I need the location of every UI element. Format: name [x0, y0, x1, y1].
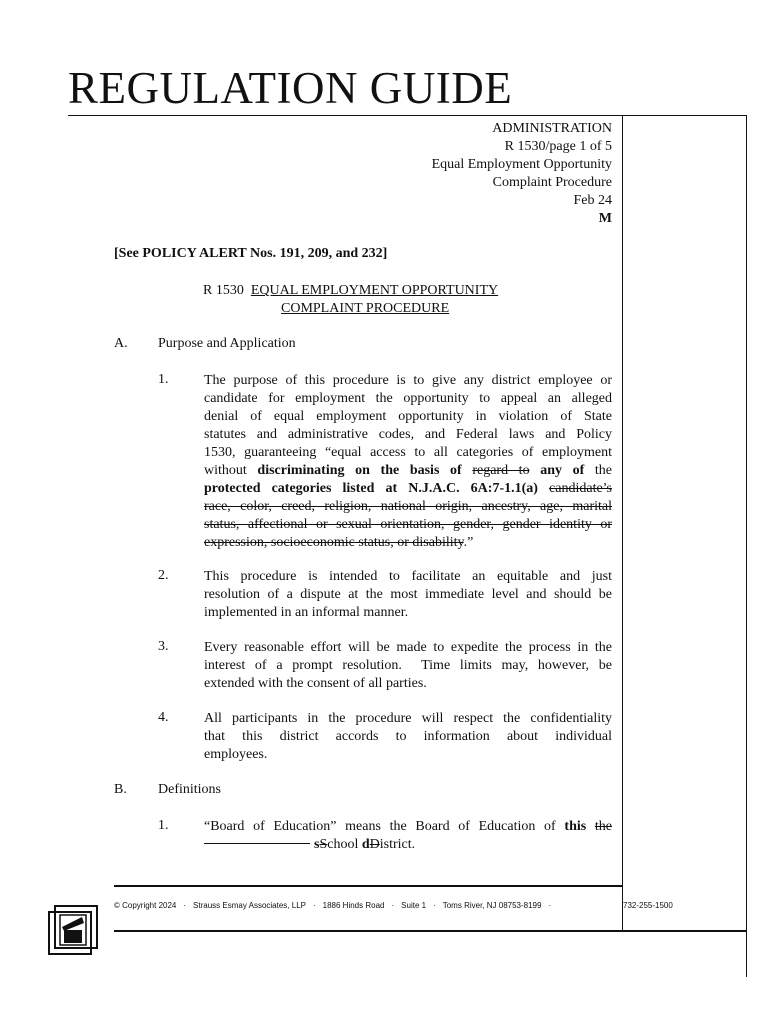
footer-copyright: © Copyright 2024 [114, 901, 177, 910]
footer-separator: · [312, 901, 316, 910]
text-line: denial of equal employment opportunity in violation of State [204, 409, 612, 424]
inserted-text: s [314, 837, 320, 852]
section-b-title: Definitions [158, 782, 221, 797]
item-number: 2. [158, 568, 169, 583]
header-line: Feb 24 [573, 193, 612, 208]
text-line: statutes and administrative codes, and Federal laws and Policy [204, 427, 612, 442]
text-run: without [204, 463, 258, 478]
footer-phone: 732-255-1500 [623, 901, 673, 910]
section-a-letter: A. [114, 336, 128, 351]
footer [114, 901, 558, 910]
text-run: the [584, 463, 613, 478]
top-rule [68, 115, 746, 116]
text-line: resolution of a dispute at the most immediate level and should be [204, 587, 612, 602]
paragraph-a2 [204, 568, 612, 622]
header-code: M [598, 211, 612, 226]
paragraph-a4 [204, 710, 612, 764]
inserted-text: discriminating on the basis of [257, 463, 462, 478]
paragraph-a1 [204, 372, 612, 552]
text-line: interest of a prompt resolution. Time limits may, however, be [204, 658, 612, 673]
text-line [204, 480, 612, 498]
text-line: 1530, guaranteeing “equal access to all categories of employment [204, 445, 612, 460]
footer-top-rule [114, 885, 622, 887]
footer-company: Strauss Esmay Associates, LLP [193, 901, 306, 910]
text-line: that this district accords to information about individual [204, 729, 612, 744]
right-column-rule [622, 115, 623, 930]
text-line: The purpose of this procedure is to give any district employee or [204, 373, 612, 388]
text-run: .” [463, 535, 474, 550]
item-number: 3. [158, 639, 169, 654]
item-number: 4. [158, 710, 169, 725]
inserted-text: this [564, 819, 587, 834]
text-run: istrict. [379, 837, 416, 852]
header-line: R 1530/page 1 of 5 [504, 139, 612, 154]
header-block [432, 120, 612, 228]
section-a-title: Purpose and Application [158, 336, 296, 351]
deleted-text: S [319, 837, 328, 852]
deleted-text-line: status, affectional or sexual orientation, gender, gender identity or [204, 517, 612, 532]
blank-line [204, 843, 310, 844]
deleted-text: candidate’s [549, 481, 613, 496]
text-line: employees. [204, 747, 268, 762]
text-run: “Board of Education” means the Board of Education of [204, 819, 565, 834]
inserted-text: any of [540, 463, 585, 478]
regulation-title-line1: EQUAL EMPLOYMENT OPPORTUNITY [250, 283, 499, 298]
deleted-text: regard to [472, 463, 530, 478]
footer-suite: Suite 1 [401, 901, 427, 910]
text-line [204, 836, 612, 854]
text-line: candidate for employment the opportunity to appeal an alleged [204, 391, 612, 406]
paragraph-a3 [204, 639, 612, 693]
policy-alert: [See POLICY ALERT Nos. 191, 209, and 232] [114, 246, 388, 261]
deleted-text: D [369, 837, 380, 852]
regulation-title-line2: COMPLAINT PROCEDURE [281, 301, 450, 316]
regulation-number: R 1530 [203, 283, 244, 298]
page-edge-rule [746, 115, 747, 977]
section-b-letter: B. [114, 782, 127, 797]
text-line: extended with the consent of all parties. [204, 676, 427, 691]
text-line [204, 534, 612, 552]
inserted-text: protected categories listed at N.J.A.C. 6A:7-1.1(a) [204, 481, 538, 496]
header-line: Complaint Procedure [492, 175, 612, 190]
deleted-text: expression, socioeconomic status, or disability [204, 535, 464, 550]
text-line [204, 818, 612, 836]
text-line: All participants in the procedure will respect the confidentiality [204, 711, 612, 726]
deleted-text: the [594, 819, 612, 834]
footer-address: 1886 Hinds Road [322, 901, 385, 910]
item-number: 1. [158, 372, 169, 387]
item-number: 1. [158, 818, 169, 833]
paragraph-b1 [204, 818, 612, 854]
footer-separator: · [183, 901, 187, 910]
text-line: implemented in an informal manner. [204, 605, 409, 620]
deleted-text-line: race, color, creed, religion, national origin, ancestry, age, marital [204, 499, 612, 514]
footer-bottom-rule [114, 930, 747, 932]
text-line: This procedure is intended to facilitate an equitable and just [204, 569, 612, 584]
text-line [204, 462, 612, 480]
inserted-text: d [361, 837, 370, 852]
guide-title: REGULATION GUIDE [68, 63, 513, 113]
text-run: chool [327, 837, 362, 852]
text-line: Every reasonable effort will be made to expedite the process in the [204, 640, 612, 655]
footer-separator: · [391, 901, 395, 910]
footer-separator: · [433, 901, 436, 910]
footer-separator: · [548, 901, 552, 910]
footer-city: Toms River, NJ 08753-8199 [442, 901, 542, 910]
header-line: Equal Employment Opportunity [431, 157, 612, 172]
company-logo-icon [48, 905, 98, 955]
regulation-title [203, 282, 498, 300]
header-line: ADMINISTRATION [492, 121, 612, 136]
